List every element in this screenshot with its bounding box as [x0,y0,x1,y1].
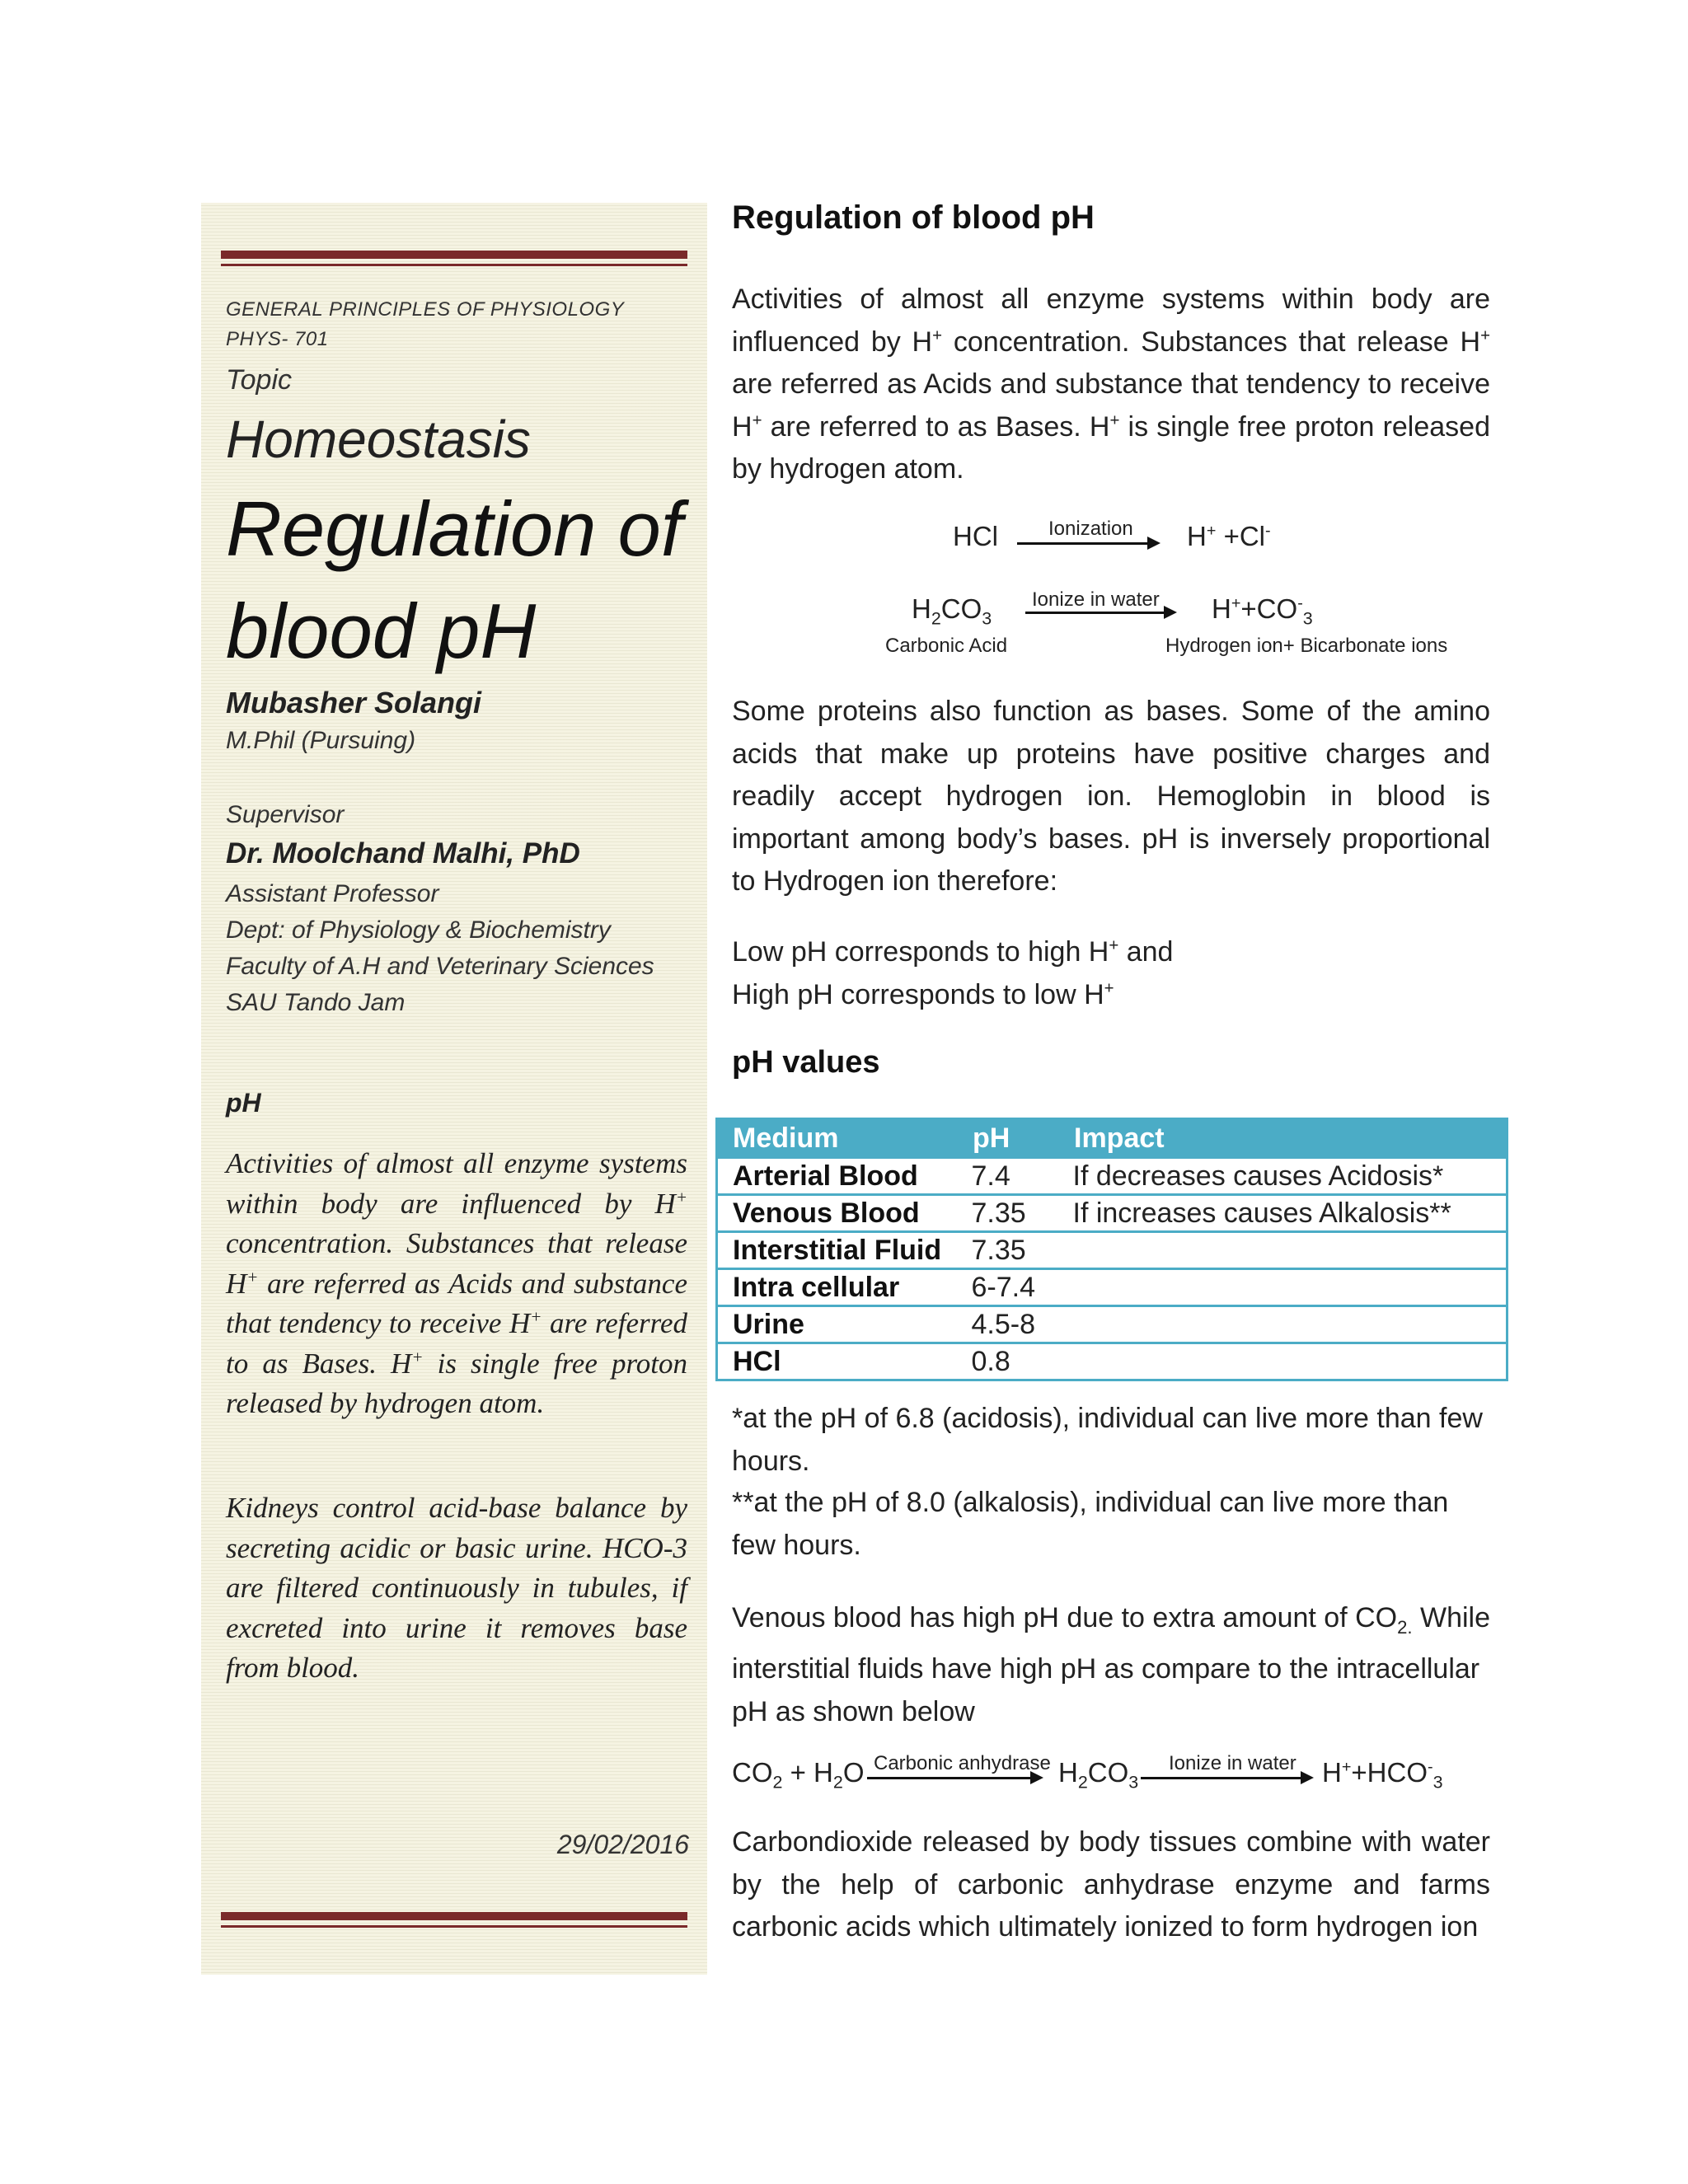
cell-ph: 4.5-8 [957,1306,1058,1343]
table-row [717,1158,1507,1195]
eq1-arrow-label: Ionization [1048,518,1133,540]
cell-impact [1058,1343,1507,1380]
venous-paragraph: Venous blood has high pH due to extra amount of $CO_{2.}$ While interstitial fluids have high pH as compare to the intracellular pH as shown below [732,1602,1490,1727]
eq3-intermediate: $H_2CO_3$ [1058,1757,1139,1793]
cell-ph: 7.35 [957,1195,1058,1232]
eq3-arrow-2 [1141,1777,1302,1779]
eq3-arrow-1 [867,1777,1032,1779]
footnote-acidosis: *at the pH of 6.8 (acidosis), individual can live more than few hours. [732,1403,1483,1477]
course-name: GENERAL PRINCIPLES OF PHYSIOLOGY [226,298,625,321]
topic-name: Homeostasis [226,410,531,469]
eq3-arrow1-label: Carbonic anhydrase [874,1752,1051,1774]
cell-impact: If increases causes Alkalosis** [1058,1195,1507,1232]
cell-medium: HCl [717,1343,957,1380]
low-ph-line: Low pH corresponds to high H+ and [732,936,1174,968]
supervisor-label: Supervisor [226,801,345,828]
table-row [717,1306,1507,1343]
eq2-right-caption: Hydrogen ion+ Bicarbonate ions [1165,635,1448,657]
table-header-row [717,1119,1507,1158]
cell-medium: Intra cellular [717,1269,957,1306]
footnote-alkalosis: **at the pH of 8.0 (alkalosis), individual can live more than few hours. [732,1487,1449,1561]
cell-impact [1058,1269,1507,1306]
ph-relationship [732,931,1490,1016]
eq2-products: $H^++CO^-_3$ [1212,593,1313,629]
table-row [717,1269,1507,1306]
department: Dept: of Physiology & Biochemistry [226,916,611,944]
title-line-1: Regulation of [226,485,682,572]
eq2-left-caption: Carbonic Acid [885,635,1008,657]
sidebar-top-rule [221,251,687,259]
header-ph: pH [957,1119,1058,1158]
table-row [717,1343,1507,1380]
intro-paragraph: Activities of almost all enzyme systems within body are influenced by H+ concentration. Substances that release H+ are referred as Acids and substance that tendency to receive H+ are referred to as Bases. H+ is single free proton released by hydrogen atom. [732,284,1490,485]
eq3-products: $H^++HCO^-_3$ [1322,1757,1443,1793]
table-row [717,1195,1507,1232]
cell-ph: 0.8 [957,1343,1058,1380]
header-medium: Medium [717,1119,957,1158]
sidebar-bottom-rule [221,1912,687,1920]
main-heading: Regulation of blood pH [732,199,1095,236]
course-info [226,295,624,354]
cell-impact: If decreases causes Acidosis* [1058,1158,1507,1195]
eq1-products: H+ +Cl- [1187,521,1271,551]
header-impact: Impact [1058,1119,1507,1158]
proteins-paragraph: Some proteins also function as bases. Some of the amino acids that make up proteins have positive charges and readily accept hydrogen ion. Hemoglobin in blood is important among body’s bases. pH is inversely proportional to Hydrogen ion therefore: [732,696,1490,897]
cell-medium: Interstitial Fluid [717,1232,957,1269]
closing-paragraph: Carbondioxide released by body tissues combine with water by the help of carbonic anhydrase enzyme and farms carbonic acids which ultimately ionized to form hydrogen ion [732,1826,1490,1943]
high-ph-line: High pH corresponds to low H+ [732,978,1114,1010]
ph-heading: pH [226,1088,261,1118]
eq2-arrow [1025,612,1165,614]
author-degree: M.Phil (Pursuing) [226,727,416,754]
faculty: Faculty of A.H and Veterinary Sciences [226,953,654,980]
document-title [226,478,682,682]
table-row [717,1232,1507,1269]
cell-impact [1058,1232,1507,1269]
eq1-arrow [1017,542,1149,545]
eq2-reactant: $H_2CO_3$ [912,593,992,629]
title-line-2: blood pH [226,588,537,674]
cell-medium: Arterial Blood [717,1158,957,1195]
course-code: PHYS- 701 [226,328,329,350]
cell-medium: Urine [717,1306,957,1343]
supervisor-name: Dr. Moolchand Malhi, PhD [226,837,580,869]
author-name: Mubasher Solangi [226,686,482,719]
university: SAU Tando Jam [226,989,406,1016]
eq1-reactant: HCl [953,521,998,551]
cell-impact [1058,1306,1507,1343]
eq3-arrow2-label: Ionize in water [1169,1752,1296,1774]
ph-values-table [715,1118,1508,1381]
cell-ph: 6-7.4 [957,1269,1058,1306]
supervisor-title: Assistant Professor [226,880,439,907]
eq3-reactants: $CO_2 + H_2O$ [732,1757,865,1793]
topic-label: Topic [226,364,293,396]
ph-paragraph: Activities of almost all enzyme systems within body are influenced by H+ concentration. Substances that release H+ are referred as Acids and substance that tendency to receive H+ are referred to as Bases. H+ is single free proton released by hydrogen atom. [226,1147,688,1419]
sidebar [201,203,707,1975]
ph-values-heading: pH values [732,1045,880,1080]
kidney-paragraph: Kidneys control acid-base balance by secreting acidic or basic urine. HCO-3 are filtered continuously in tubules, if excreted into urine it removes base from blood. [226,1492,687,1684]
cell-medium: Venous Blood [717,1195,957,1232]
cell-ph: 7.4 [957,1158,1058,1195]
cell-ph: 7.35 [957,1232,1058,1269]
eq2-arrow-label: Ionize in water [1032,588,1160,611]
date: 29/02/2016 [556,1830,689,1859]
